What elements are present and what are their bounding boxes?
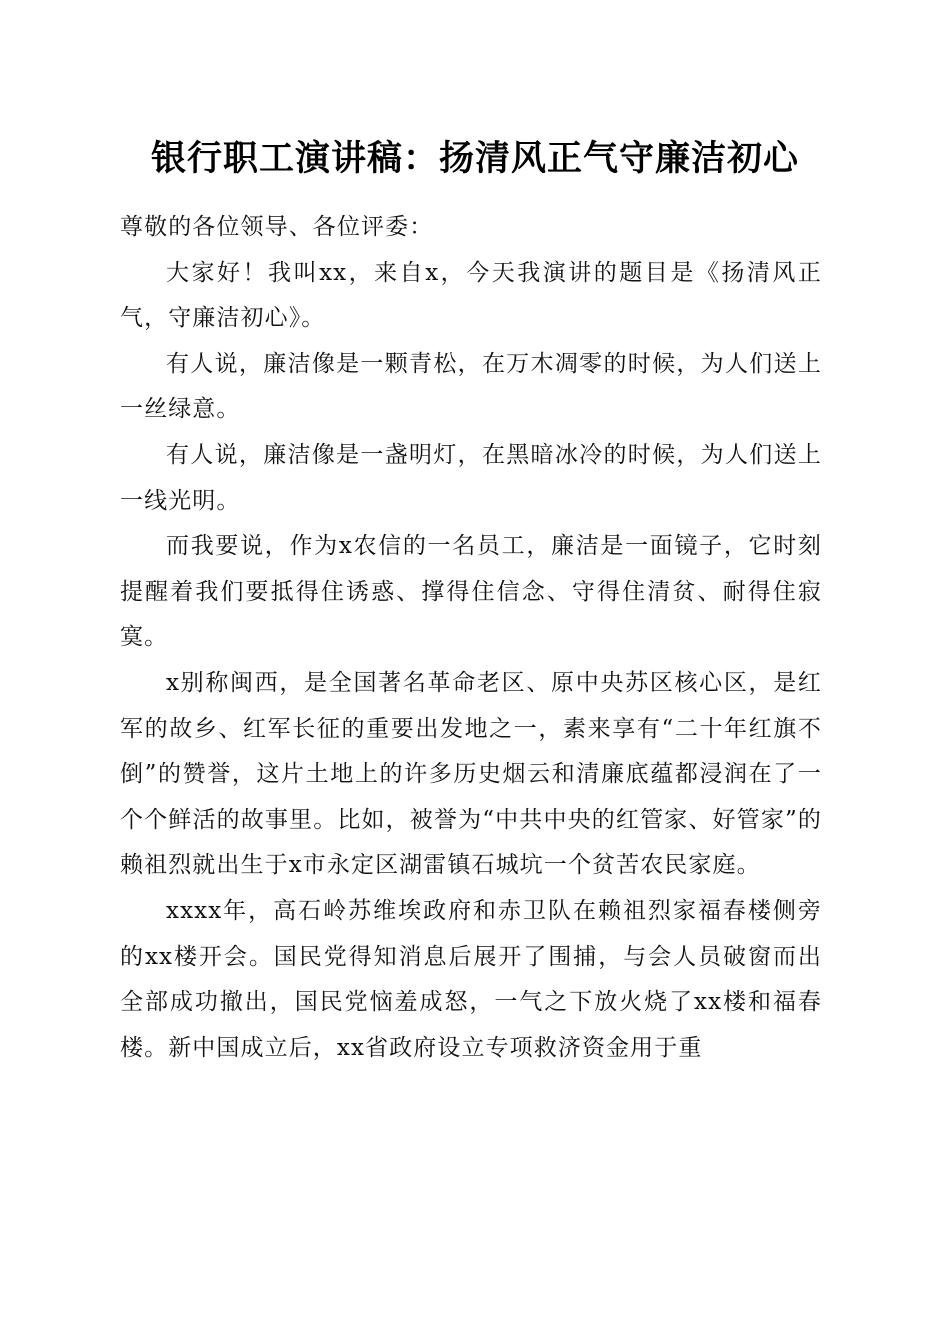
paragraph-3: 有人说，廉洁像是一盏明灯，在黑暗冰冷的时候，为人们送上一线光明。 xyxy=(120,441,822,514)
paragraph-2: 有人说，廉洁像是一颗青松，在万木凋零的时候，为人们送上一丝绿意。 xyxy=(120,350,822,423)
document-body xyxy=(120,205,822,1071)
salutation: 尊敬的各位领导、各位评委： xyxy=(120,214,434,240)
paragraph-5: x别称闽西，是全国著名革命老区、原中央苏区核心区，是红军的故乡、红军长征的重要出发地之一，素来享有“二十年红旗不倒”的赞誉，这片土地上的许多历史烟云和清廉底蕴都浸润在了一个个鲜活的故事里。比如，被誉为“中共中央的红管家、好管家”的赖祖烈就出生于x市永定区湖雷镇石城坑一个贫苦农民家庭。 xyxy=(120,669,822,879)
paragraph-6: xxxx年，高石岭苏维埃政府和赤卫队在赖祖烈家福春楼侧旁的xx楼开会。国民党得知消息后展开了围捕，与会人员破窗而出全部成功撤出，国民党恼羞成怒，一气之下放火烧了xx楼和福春楼。新中国成立后，xx省政府设立专项救济资金用于重 xyxy=(120,897,822,1061)
paragraph-1: 大家好！我叫xx，来自x，今天我演讲的题目是《扬清风正气，守廉洁初心》。 xyxy=(120,259,822,332)
document-title: 银行职工演讲稿：扬清风正气守廉洁初心 xyxy=(150,138,799,179)
paragraph-4: 而我要说，作为x农信的一名员工，廉洁是一面镜子，它时刻提醒着我们要抵得住诱惑、撑得住信念、守得住清贫、耐得住寂寞。 xyxy=(120,533,822,651)
